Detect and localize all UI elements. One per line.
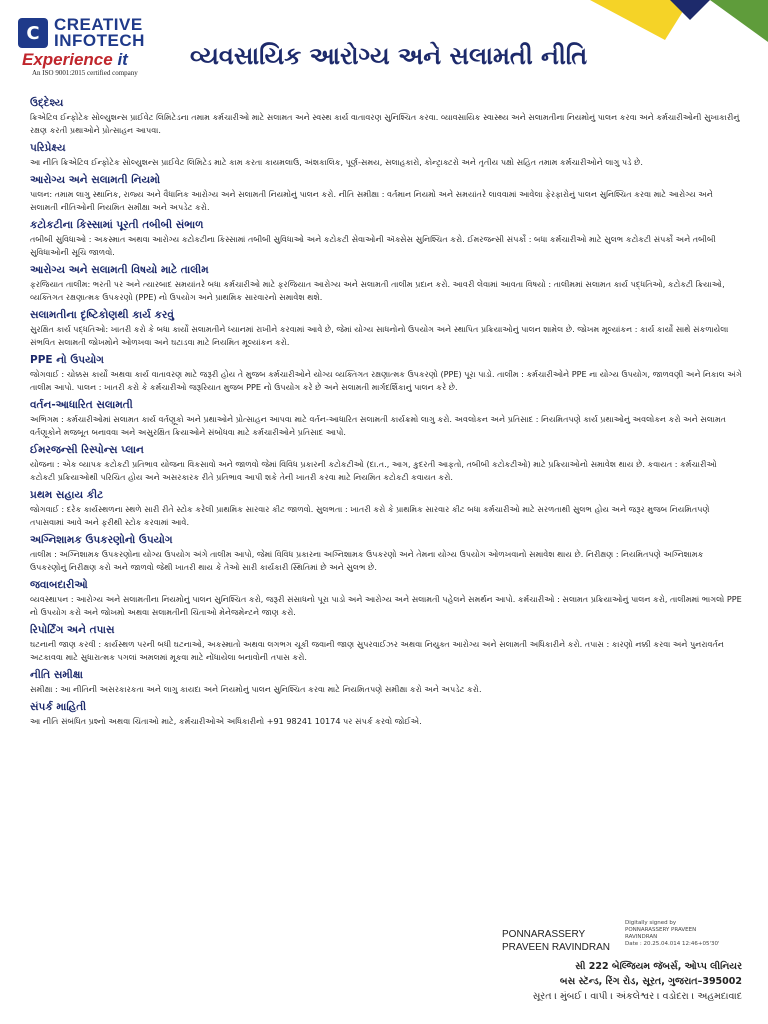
section-purpose xyxy=(30,96,742,137)
signatory-name-line2: PRAVEEN RAVINDRAN xyxy=(502,942,610,953)
deco-green-triangle xyxy=(710,0,768,42)
section-body: યોજના : એક વ્યાપક કટોકટી પ્રતિભાવ યોજના વિકસાવો અને જાળવો જેમાં વિવિધ પ્રકારની કટોકટીઓ (દા.ત., આગ, કુદરતી આફતો, તબીબી કટોકટીઓ) માટે પ્રક્રિયાઓનો સમાવેશ થાય છે. કવાયત : કર્મચારીઓ કટોકટી પ્રક્રિયાઓથી પરિચિત હોય અને અસરકારક રીતે પ્રતિભાવ આપી શકે તેની ખાતરી કરવા માટે નિયમિત કટોકટી કવાયત કરો. xyxy=(30,459,717,482)
logo-tagline-b: it xyxy=(117,50,128,69)
section-medical-care xyxy=(30,218,742,259)
logo-mark-icon: C xyxy=(18,18,48,48)
section-body: ફરજિયાત તાલીમ: ભરતી પર અને ત્યારબાદ સમયાંતરે બધા કર્મચારીઓ માટે ફરજિયાત આરોગ્ય અને સલામતી તાલીમ પ્રદાન કરો. આવરી લેવામાં આવતા વિષયો : તાલીમમાં સલામત કાર્ય પદ્ધતિઓ, કટોકટી ક્રિયાઓ, વ્યક્તિગત રક્ષણાત્મક ઉપકરણો (PPE) નો ઉપયોગ અને પ્રાથમિક સારવારનો સમાવેશ થશે. xyxy=(30,279,725,302)
digital-signature-line1: Digitally signed by xyxy=(625,920,677,926)
section-heading: અગ્નિશામક ઉપકરણોનો ઉપયોગ xyxy=(30,534,173,546)
section-heading: PPE નો ઉપયોગ xyxy=(30,354,104,366)
logo-brand-line1: CREATIVE xyxy=(54,15,143,34)
policy-content xyxy=(30,96,742,732)
section-first-aid xyxy=(30,488,742,529)
corner-decoration xyxy=(560,0,768,50)
section-scope xyxy=(30,141,742,169)
section-body: ક્રિએટિવ ઈન્ફોટેક સોલ્યુશન્સ પ્રાઈવેટ લિમિટેડના તમામ કર્મચારીઓ માટે સલામત અને સ્વસ્થ કાર્ય વાતાવરણ સુનિશ્ચિત કરવા. વ્યાવસાયિક સ્વાસ્થ્ય અને સલામતીના નિયમોનું પાલન કરવા અને કર્મચારીઓની સુખાકારીનું રક્ષણ કરતી પ્રથાઓને પ્રોત્સાહન આપવા. xyxy=(30,112,740,135)
section-heading: રિપોર્ટિંગ અને તપાસ xyxy=(30,624,115,636)
signatory-name-line1: PONNARASSERY xyxy=(502,929,586,940)
address-line2: બસ સ્ટૅન્ડ, રિંગ રોડ, સૂરત, ગુજરાત–395002 xyxy=(559,976,742,987)
digital-signature-line3: RAVINDRAN xyxy=(625,934,658,940)
section-safe-work xyxy=(30,308,742,349)
section-emergency-plan xyxy=(30,443,742,484)
section-policy-review xyxy=(30,668,742,696)
section-body: સમીક્ષા : આ નીતિની અસરકારકતા અને લાગુ કાયદા અને નિયમોનું પાલન સુનિશ્ચિત કરવા માટે નિયમિતપણે સમીક્ષા કરો અને અપડેટ કરો. xyxy=(30,684,482,694)
company-logo xyxy=(18,16,188,78)
section-body: સુરક્ષિત કાર્ય પદ્ધતિઓ: ખાતરી કરો કે બધા કાર્યો સલામતીને ધ્યાનમાં રાખીને કરવામાં આવે છે, જેમાં યોગ્ય સાધનોનો ઉપયોગ અને સ્થાપિત પ્રક્રિયાઓનું પાલન શામેલ છે. જોખમ મૂલ્યાંકન : કાર્ય કાર્યો સાથે સંકળાયેલા સંભવિત સલામતી જોખમોને ઓળખવા અને ઘટાડવા માટે નિયમિત મૂલ્યાંકન કરો. xyxy=(30,324,729,347)
section-heading: ઉદ્દેશ્ય xyxy=(30,97,64,109)
section-heading: સંપર્ક માહિતી xyxy=(30,701,87,713)
section-body: અભિગમ : કર્મચારીઓમાં સલામત કાર્ય વર્તણૂકો અને પ્રથાઓને પ્રોત્સાહન આપવા માટે વર્તન-આધારિત સલામતી કાર્યક્રમો લાગુ કરો. અવલોકન અને પ્રતિસાદ : નિયમિતપણે કાર્ય પ્રથાઓનું અવલોકન કરો અને સલામત વર્તણૂકોને મજબૂત બનાવવા અને અસુરક્ષિત ક્રિયાઓને સંબોધવા માટે કર્મચારીઓને પ્રતિસાદ આપો. xyxy=(30,414,727,437)
section-reporting xyxy=(30,623,742,664)
page-title: વ્યવસાયિક આરોગ્ય અને સલામતી નીતિ xyxy=(190,42,588,70)
section-body: તબીબી સુવિધાઓ : અકસ્માત અથવા આરોગ્ય કટોકટીના કિસ્સામાં તબીબી સુવિધાઓ અને કટોકટી સેવાઓની ઍક્સેસ સુનિશ્ચિત કરો. ઈમરજન્સી સંપર્કો : બધા કર્મચારીઓ માટે સુલભ કટોકટી સંપર્કો અને તબીબી સુવિધાઓની સૂચિ જાળવો. xyxy=(30,234,716,257)
section-heading: પ્રથમ સહાય કીટ xyxy=(30,489,104,501)
section-body: વ્યવસ્થાપન : આરોગ્ય અને સલામતીના નિયમોનું પાલન સુનિશ્ચિત કરો, જરૂરી સંસાધનો પૂરા પાડો અને આરોગ્ય અને સલામતી પહેલને સમર્થન આપો. કર્મચારીઓ : સલામત પ્રક્રિયાઓનું પાલન કરો, તાલીમમાં ભાગલો PPE નો ઉપયોગ કરો અને જોખમો અથવા સલામતીની ચિંતાઓ મેનેજમેન્ટને જાણ કરો. xyxy=(30,594,742,617)
section-ppe xyxy=(30,353,742,394)
section-body: તાલીમ : અગ્નિશામક ઉપકરણોના યોગ્ય ઉપયોગ અંગે તાલીમ આપો, જેમાં વિવિધ પ્રકારના અગ્નિશામક ઉપકરણો અને તેમના યોગ્ય ઉપયોગ ઓળખવાનો સમાવેશ થાય છે. નિરીક્ષણ : નિયમિતપણે અગ્નિશામક ઉપકરણોનું નિરીક્ષણ કરો અને જાળવો જેથી ખાતરી થાય કે તેઓ સારી કાર્યકારી સ્થિતિમાં છે અને સુલભ છે. xyxy=(30,549,704,572)
section-regulations xyxy=(30,173,742,214)
section-body: આ નીતિ સંબંધિત પ્રશ્નો અથવા ચિંતાઓ માટે, કર્મચારીઓએ અધિકારીનો +91 98241 10174 પર સંપર્ક કરવો જોઈએ. xyxy=(30,716,422,726)
digital-signature-line2: PONNARASSERY PRAVEEN xyxy=(625,927,697,933)
section-heading: સલામતીના દૃષ્ટિકોણથી કાર્ય કરવું xyxy=(30,309,174,321)
office-address xyxy=(533,959,742,1004)
section-heading: પરિપ્રેક્ષ્ય xyxy=(30,142,66,154)
logo-brand-line2: INFOTECH xyxy=(54,31,145,50)
section-fire-extinguisher xyxy=(30,533,742,574)
section-heading: નીતિ સમીક્ષા xyxy=(30,669,83,681)
section-heading: ઈમરજન્સી રિસ્પોન્સ પ્લાન xyxy=(30,444,144,456)
logo-tagline-a: Experience xyxy=(22,50,118,69)
logo-iso: An ISO 9001:2015 certified company xyxy=(32,69,138,77)
section-heading: આરોગ્ય અને સલામતી નિયમો xyxy=(30,174,161,186)
section-body: ઘટનાની જાણ કરવી : કાર્યસ્થળ પરની બધી ઘટનાઓ, અકસ્માતો અથવા લગભગ ચૂકી જવાની જાણ સુપરવાઈઝર અથવા નિયુક્ત આરોગ્ય અને સલામતી અધિકારીને કરો. તપાસ : કારણો નક્કી કરવા અને પુનરાવર્તન અટકાવવા માટે સુધારાત્મક પગલાં અમલમાં મૂકવા માટે નોંધાયેલા બનાવોની તપાસ કરો. xyxy=(30,639,724,662)
address-line1: સી 222 બેલ્જિયમ જૅબર્સ, ઓપ્પ લીનિયર xyxy=(575,961,742,972)
section-contact xyxy=(30,700,742,728)
section-responsibilities xyxy=(30,578,742,619)
section-body: પાલન: તમામ લાગુ સ્થાનિક, રાજ્ય અને વૈધાનિક આરોગ્ય અને સલામતી નિયમોનું પાલન કરો. નીતિ સમીક્ષા : વર્તમાન નિયમો અને સમયાંતરે લાવવામાં આવેલા ફેરફારોનું પાલન સુનિશ્ચિત કરવા માટે આરોગ્ય અને સલામતી નીતિઓની નિયમિત સમીક્ષા અને અપડેટ કરો. xyxy=(30,189,713,212)
section-training xyxy=(30,263,742,304)
digital-signature-line4: Date : 20.25.04.014 12:46+05'30' xyxy=(625,941,720,947)
section-heading: જવાબદારીઓ xyxy=(30,579,88,591)
signatory-name xyxy=(502,928,610,954)
section-heading: આરોગ્ય અને સલામતી વિષયો માટે તાલીમ xyxy=(30,264,209,276)
section-body: જોગવાઈ : ચોક્કસ કાર્યો અથવા કાર્ય વાતાવરણ માટે જરૂરી હોય તે મુજબ કર્મચારીઓને યોગ્ય વ્યક્તિગત રક્ષણાત્મક ઉપકરણો (PPE) પૂરા પાડો. તાલીમ : કર્મચારીઓને PPE ના યોગ્ય ઉપયોગ, જાળવણી અને નિકાલ અંગે તાલીમ આપો. પાલન : ખાતરી કરો કે કર્મચારીઓ જરૂરિયાત મુજબ PPE નો ઉપયોગ કરે છે અને સલામતી માર્ગદર્શિકાનું પાલન કરે છે. xyxy=(30,369,742,392)
address-cities: સૂરત । મુંબઈ । વાપી । અંકલેશ્વર । વડોદરા । અહમદાવાદ xyxy=(532,991,742,1002)
section-behavior-safety xyxy=(30,398,742,439)
section-heading: કટોકટીના કિસ્સામાં પૂરતી તબીબી સંભાળ xyxy=(30,219,204,231)
digital-signature xyxy=(625,920,745,948)
deco-yellow-triangle xyxy=(590,0,690,40)
logo-tagline xyxy=(22,50,128,70)
section-heading: વર્તન-આધારિત સલામતી xyxy=(30,399,133,411)
section-body: જોગવાઈ : દરેક કાર્યસ્થળના સ્થળે સારી રીતે સ્ટોક કરેલી પ્રાથમિક સારવાર કીટ જાળવો. સુલભતા : ખાતરી કરો કે પ્રાથમિક સારવાર કીટ બધા કર્મચારીઓ માટે સરળતાથી સુલભ હોય અને જરૂર મુજબ નિયમિતપણે તપાસવામાં આવે અને ફરીથી સ્ટોક કરવામાં આવે. xyxy=(30,504,710,527)
section-body: આ નીતિ ક્રિએટિવ ઈન્ફોટેક સોલ્યુશન્સ પ્રાઈવેટ લિમિટેડ માટે કામ કરતા કાયમલાઉ, અંશકાલિક, પૂર્ણ-સમય, સલાહકારો, કોન્ટ્રાક્ટરો અને તૃતીય પક્ષો સહિત તમામ કર્મચારીઓને લાગુ પડે છે. xyxy=(30,157,643,167)
